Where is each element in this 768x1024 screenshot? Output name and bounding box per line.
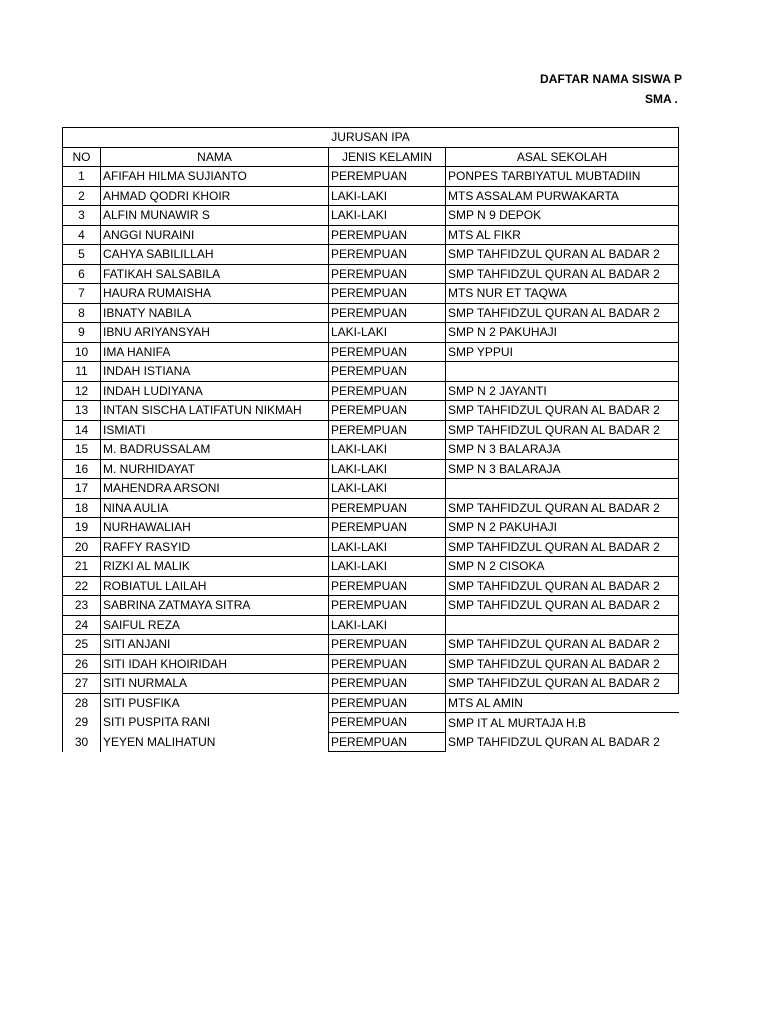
row-no: 13: [63, 401, 101, 421]
row-nama: SITI IDAH KHOIRIDAH: [101, 654, 329, 674]
table-row: [63, 537, 679, 557]
row-asal-sekolah: SMP YPPUI: [446, 342, 679, 362]
table-row: [63, 713, 679, 733]
row-nama: IBNU ARIYANSYAH: [101, 323, 329, 343]
row-no: 3: [63, 206, 101, 226]
row-jenis-kelamin: PEREMPUAN: [329, 167, 446, 187]
row-no: 17: [63, 479, 101, 499]
row-nama: M. NURHIDAYAT: [101, 459, 329, 479]
row-no: 24: [63, 615, 101, 635]
row-nama: NURHAWALIAH: [101, 518, 329, 538]
row-no: 8: [63, 303, 101, 323]
table-row: [63, 206, 679, 226]
table-row: [63, 323, 679, 343]
row-jenis-kelamin: LAKI-LAKI: [329, 440, 446, 460]
row-asal-sekolah: MTS NUR ET TAQWA: [446, 284, 679, 304]
row-jenis-kelamin: LAKI-LAKI: [329, 206, 446, 226]
row-no: 23: [63, 596, 101, 616]
table-row: [63, 459, 679, 479]
row-jenis-kelamin: LAKI-LAKI: [329, 479, 446, 499]
row-asal-sekolah: SMP IT AL MURTAJA H.B: [446, 713, 679, 733]
row-asal-sekolah: MTS ASSALAM PURWAKARTA: [446, 186, 679, 206]
row-nama: YEYEN MALIHATUN: [101, 732, 329, 752]
row-asal-sekolah: [446, 479, 679, 499]
table-row: [63, 576, 679, 596]
row-no: 2: [63, 186, 101, 206]
column-header-asal-sekolah: ASAL SEKOLAH: [446, 147, 679, 167]
row-asal-sekolah: SMP TAHFIDZUL QURAN AL BADAR 2: [446, 654, 679, 674]
row-nama: RIZKI AL MALIK: [101, 557, 329, 577]
table-row: [63, 732, 679, 752]
row-nama: ANGGI NURAINI: [101, 225, 329, 245]
row-asal-sekolah: SMP TAHFIDZUL QURAN AL BADAR 2: [446, 596, 679, 616]
row-nama: RAFFY RASYID: [101, 537, 329, 557]
row-no: 5: [63, 245, 101, 265]
row-asal-sekolah: SMP N 2 CISOKA: [446, 557, 679, 577]
table-row: [63, 479, 679, 499]
row-jenis-kelamin: LAKI-LAKI: [329, 459, 446, 479]
row-jenis-kelamin: PEREMPUAN: [329, 284, 446, 304]
row-jenis-kelamin: PEREMPUAN: [329, 518, 446, 538]
row-asal-sekolah: SMP TAHFIDZUL QURAN AL BADAR 2: [446, 576, 679, 596]
row-no: 18: [63, 498, 101, 518]
row-nama: INTAN SISCHA LATIFATUN NIKMAH: [101, 401, 329, 421]
table-row: [63, 635, 679, 655]
row-jenis-kelamin: PEREMPUAN: [329, 713, 446, 733]
document-subtitle: SMA .: [645, 92, 678, 106]
table-row: [63, 245, 679, 265]
table-row: [63, 342, 679, 362]
table-row: [63, 303, 679, 323]
row-jenis-kelamin: LAKI-LAKI: [329, 537, 446, 557]
row-nama: INDAH ISTIANA: [101, 362, 329, 382]
row-jenis-kelamin: LAKI-LAKI: [329, 323, 446, 343]
row-asal-sekolah: MTS AL AMIN: [446, 693, 679, 713]
row-asal-sekolah: SMP N 2 PAKUHAJI: [446, 518, 679, 538]
row-asal-sekolah: SMP TAHFIDZUL QURAN AL BADAR 2: [446, 245, 679, 265]
table-row: [63, 557, 679, 577]
row-jenis-kelamin: PEREMPUAN: [329, 401, 446, 421]
row-nama: SITI ANJANI: [101, 635, 329, 655]
row-asal-sekolah: SMP TAHFIDZUL QURAN AL BADAR 2: [446, 732, 679, 752]
row-no: 1: [63, 167, 101, 187]
table-row: [63, 596, 679, 616]
row-asal-sekolah: SMP N 3 BALARAJA: [446, 440, 679, 460]
row-asal-sekolah: SMP TAHFIDZUL QURAN AL BADAR 2: [446, 420, 679, 440]
row-jenis-kelamin: PEREMPUAN: [329, 420, 446, 440]
row-nama: ALFIN MUNAWIR S: [101, 206, 329, 226]
table-row: [63, 693, 679, 713]
row-nama: FATIKAH SALSABILA: [101, 264, 329, 284]
table-row: [63, 225, 679, 245]
row-no: 4: [63, 225, 101, 245]
row-no: 12: [63, 381, 101, 401]
row-asal-sekolah: SMP TAHFIDZUL QURAN AL BADAR 2: [446, 303, 679, 323]
table-row: [63, 186, 679, 206]
table-row: [63, 401, 679, 421]
table-row: [63, 167, 679, 187]
row-jenis-kelamin: PEREMPUAN: [329, 264, 446, 284]
row-no: 25: [63, 635, 101, 655]
row-no: 14: [63, 420, 101, 440]
section-label: JURUSAN IPA: [63, 128, 679, 148]
column-header-row: [63, 147, 679, 167]
row-no: 26: [63, 654, 101, 674]
row-nama: HAURA RUMAISHA: [101, 284, 329, 304]
row-asal-sekolah: SMP TAHFIDZUL QURAN AL BADAR 2: [446, 498, 679, 518]
row-asal-sekolah: [446, 615, 679, 635]
row-nama: SITI PUSFIKA: [101, 693, 329, 713]
table-row: [63, 518, 679, 538]
table-row: [63, 674, 679, 694]
row-asal-sekolah: SMP TAHFIDZUL QURAN AL BADAR 2: [446, 401, 679, 421]
row-no: 9: [63, 323, 101, 343]
row-jenis-kelamin: PEREMPUAN: [329, 381, 446, 401]
row-nama: SITI NURMALA: [101, 674, 329, 694]
row-jenis-kelamin: PEREMPUAN: [329, 654, 446, 674]
row-jenis-kelamin: PEREMPUAN: [329, 245, 446, 265]
row-jenis-kelamin: LAKI-LAKI: [329, 557, 446, 577]
row-jenis-kelamin: PEREMPUAN: [329, 342, 446, 362]
table-row: [63, 420, 679, 440]
row-no: 28: [63, 693, 101, 713]
row-no: 20: [63, 537, 101, 557]
row-jenis-kelamin: PEREMPUAN: [329, 498, 446, 518]
row-nama: SITI PUSPITA RANI: [101, 713, 329, 733]
table-row: [63, 615, 679, 635]
section-header-row: [63, 128, 679, 148]
row-jenis-kelamin: PEREMPUAN: [329, 674, 446, 694]
table-row: [63, 498, 679, 518]
row-jenis-kelamin: PEREMPUAN: [329, 635, 446, 655]
row-jenis-kelamin: PEREMPUAN: [329, 732, 446, 752]
row-nama: MAHENDRA ARSONI: [101, 479, 329, 499]
row-jenis-kelamin: LAKI-LAKI: [329, 615, 446, 635]
row-no: 27: [63, 674, 101, 694]
table-row: [63, 362, 679, 382]
row-asal-sekolah: [446, 362, 679, 382]
row-jenis-kelamin: PEREMPUAN: [329, 303, 446, 323]
row-nama: NINA AULIA: [101, 498, 329, 518]
row-nama: ISMIATI: [101, 420, 329, 440]
row-nama: M. BADRUSSALAM: [101, 440, 329, 460]
row-asal-sekolah: SMP N 2 JAYANTI: [446, 381, 679, 401]
row-no: 30: [63, 732, 101, 752]
row-asal-sekolah: MTS AL FIKR: [446, 225, 679, 245]
table-row: [63, 654, 679, 674]
row-asal-sekolah: SMP N 2 PAKUHAJI: [446, 323, 679, 343]
student-table: [62, 127, 679, 752]
row-jenis-kelamin: PEREMPUAN: [329, 693, 446, 713]
row-nama: CAHYA SABILILLAH: [101, 245, 329, 265]
row-no: 11: [63, 362, 101, 382]
row-asal-sekolah: SMP N 3 BALARAJA: [446, 459, 679, 479]
document-title: DAFTAR NAMA SISWA P: [540, 72, 683, 86]
row-no: 6: [63, 264, 101, 284]
row-nama: IBNATY NABILA: [101, 303, 329, 323]
row-asal-sekolah: SMP N 9 DEPOK: [446, 206, 679, 226]
row-asal-sekolah: SMP TAHFIDZUL QURAN AL BADAR 2: [446, 635, 679, 655]
row-jenis-kelamin: PEREMPUAN: [329, 362, 446, 382]
row-nama: AFIFAH HILMA SUJIANTO: [101, 167, 329, 187]
row-nama: ROBIATUL LAILAH: [101, 576, 329, 596]
row-no: 16: [63, 459, 101, 479]
row-asal-sekolah: SMP TAHFIDZUL QURAN AL BADAR 2: [446, 537, 679, 557]
row-jenis-kelamin: PEREMPUAN: [329, 225, 446, 245]
column-header-nama: NAMA: [101, 147, 329, 167]
row-no: 7: [63, 284, 101, 304]
table-body: [63, 167, 679, 752]
table-row: [63, 264, 679, 284]
table-row: [63, 440, 679, 460]
row-no: 15: [63, 440, 101, 460]
row-no: 19: [63, 518, 101, 538]
column-header-no: NO: [63, 147, 101, 167]
row-asal-sekolah: SMP TAHFIDZUL QURAN AL BADAR 2: [446, 264, 679, 284]
row-jenis-kelamin: PEREMPUAN: [329, 576, 446, 596]
row-no: 21: [63, 557, 101, 577]
column-header-jenis-kelamin: JENIS KELAMIN: [329, 147, 446, 167]
row-nama: INDAH LUDIYANA: [101, 381, 329, 401]
row-no: 29: [63, 713, 101, 733]
row-asal-sekolah: PONPES TARBIYATUL MUBTADIIN: [446, 167, 679, 187]
row-jenis-kelamin: PEREMPUAN: [329, 596, 446, 616]
row-nama: SAIFUL REZA: [101, 615, 329, 635]
row-nama: SABRINA ZATMAYA SITRA: [101, 596, 329, 616]
row-asal-sekolah: SMP TAHFIDZUL QURAN AL BADAR 2: [446, 674, 679, 694]
row-nama: AHMAD QODRI KHOIR: [101, 186, 329, 206]
table-row: [63, 381, 679, 401]
row-nama: IMA HANIFA: [101, 342, 329, 362]
table-row: [63, 284, 679, 304]
row-no: 22: [63, 576, 101, 596]
row-jenis-kelamin: LAKI-LAKI: [329, 186, 446, 206]
row-no: 10: [63, 342, 101, 362]
